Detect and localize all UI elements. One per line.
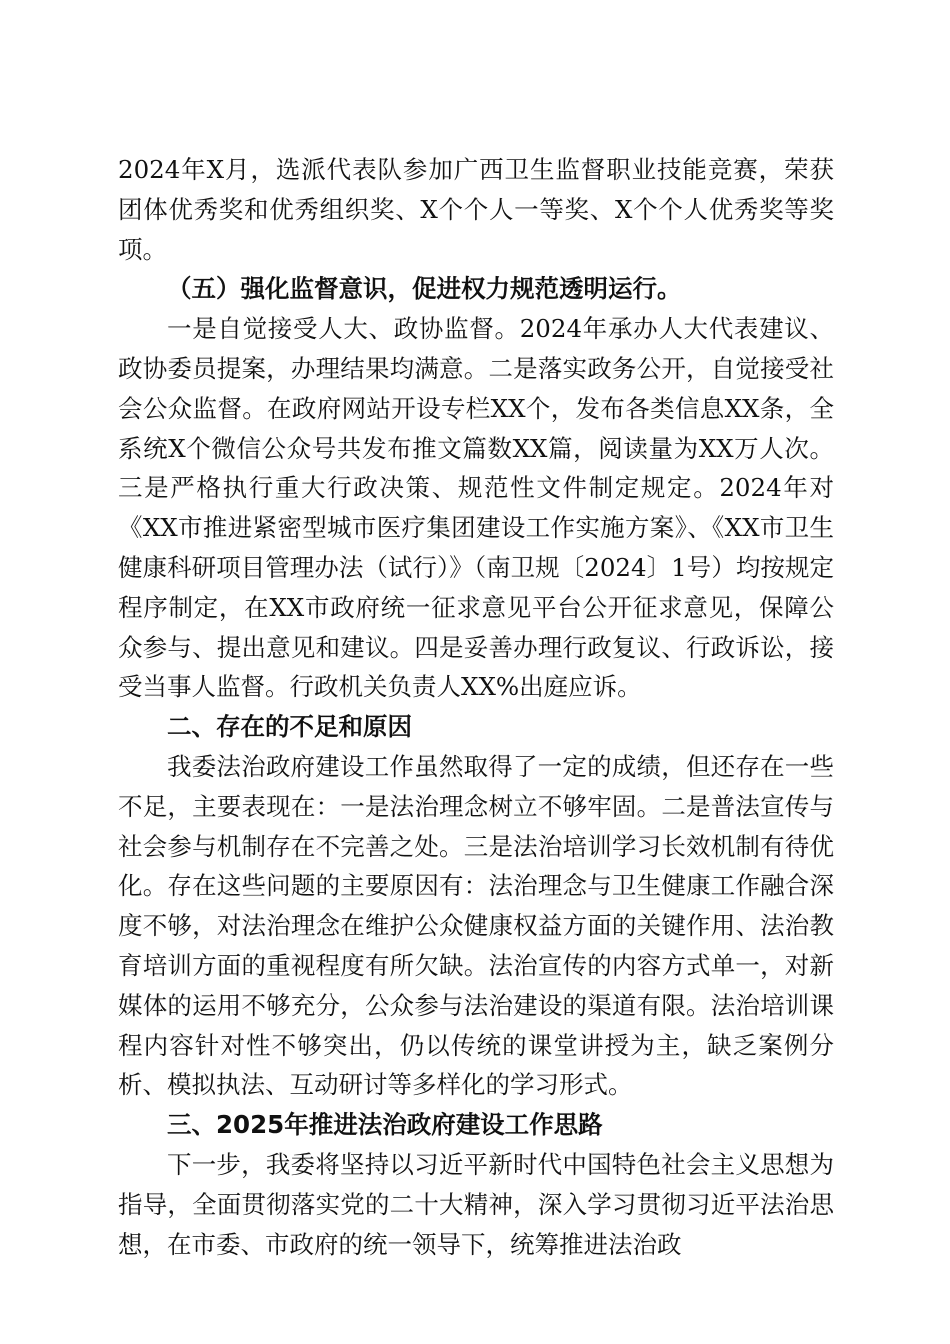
section-heading-supervision: （五）强化监督意识，促进权力规范透明运行。 bbox=[167, 274, 682, 304]
paragraph-shortcomings: 我委法治政府建设工作虽然取得了一定的成绩，但还存在一些不足，主要表现在：一是法治理念树立不够牢固。二是普法宣传与社会参与机制存在不完善之处。三是法治培训学习长效机制有待优化。存在这些问题的主要原因有：法治理念与卫生健康工作融合深度不够，对法治理念在维护公众健康权益方面的关键作用、法治教育培训方面的重视程度有所欠缺。法治宣传的内容方式单一，对新媒体的运用不够充分，公众参与法治建设的渠道有限。法治培训课程内容针对性不够突出，仍以传统的课堂讲授为主，缺乏案例分析、模拟执法、互动研讨等多样化的学习形式。 bbox=[118, 751, 834, 1100]
paragraph-continuation: 2024年X月，选派代表队参加广西卫生监督职业技能竞赛，荣获团体优秀奖和优秀组织奖、X个个人一等奖、X个个人优秀奖等奖项。 bbox=[118, 155, 834, 264]
section-heading-shortcomings: 二、存在的不足和原因 bbox=[167, 712, 412, 742]
document-body bbox=[118, 150, 834, 1264]
paragraph-supervision: 一是自觉接受人大、政协监督。2024年承办人大代表建议、政协委员提案，办理结果均满意。二是落实政务公开，自觉接受社会公众监督。在政府网站开设专栏XX个，发布各类信息XX条，全系统X个微信公众号共发布推文篇数XX篇，阅读量为XX万人次。三是严格执行重大行政决策、规范性文件制定规定。2024年对《XX市推进紧密型城市医疗集团建设工作实施方案》、《XX市卫生健康科研项目管理办法（试行）》（南卫规〔2024〕1号）均按规定程序制定，在XX市政府统一征求意见平台公开征求意见，保障公众参与、提出意见和建议。四是妥善办理行政复议、行政诉讼，接受当事人监督。行政机关负责人XX%出庭应诉。 bbox=[118, 314, 834, 702]
paragraph-2025-plan: 下一步，我委将坚持以习近平新时代中国特色社会主义思想为指导，全面贯彻落实党的二十大精神，深入学习贯彻习近平法治思想，在市委、市政府的统一领导下，统筹推进法治政 bbox=[118, 1149, 834, 1259]
section-heading-2025-plan: 三、2025年推进法治政府建设工作思路 bbox=[167, 1110, 603, 1140]
